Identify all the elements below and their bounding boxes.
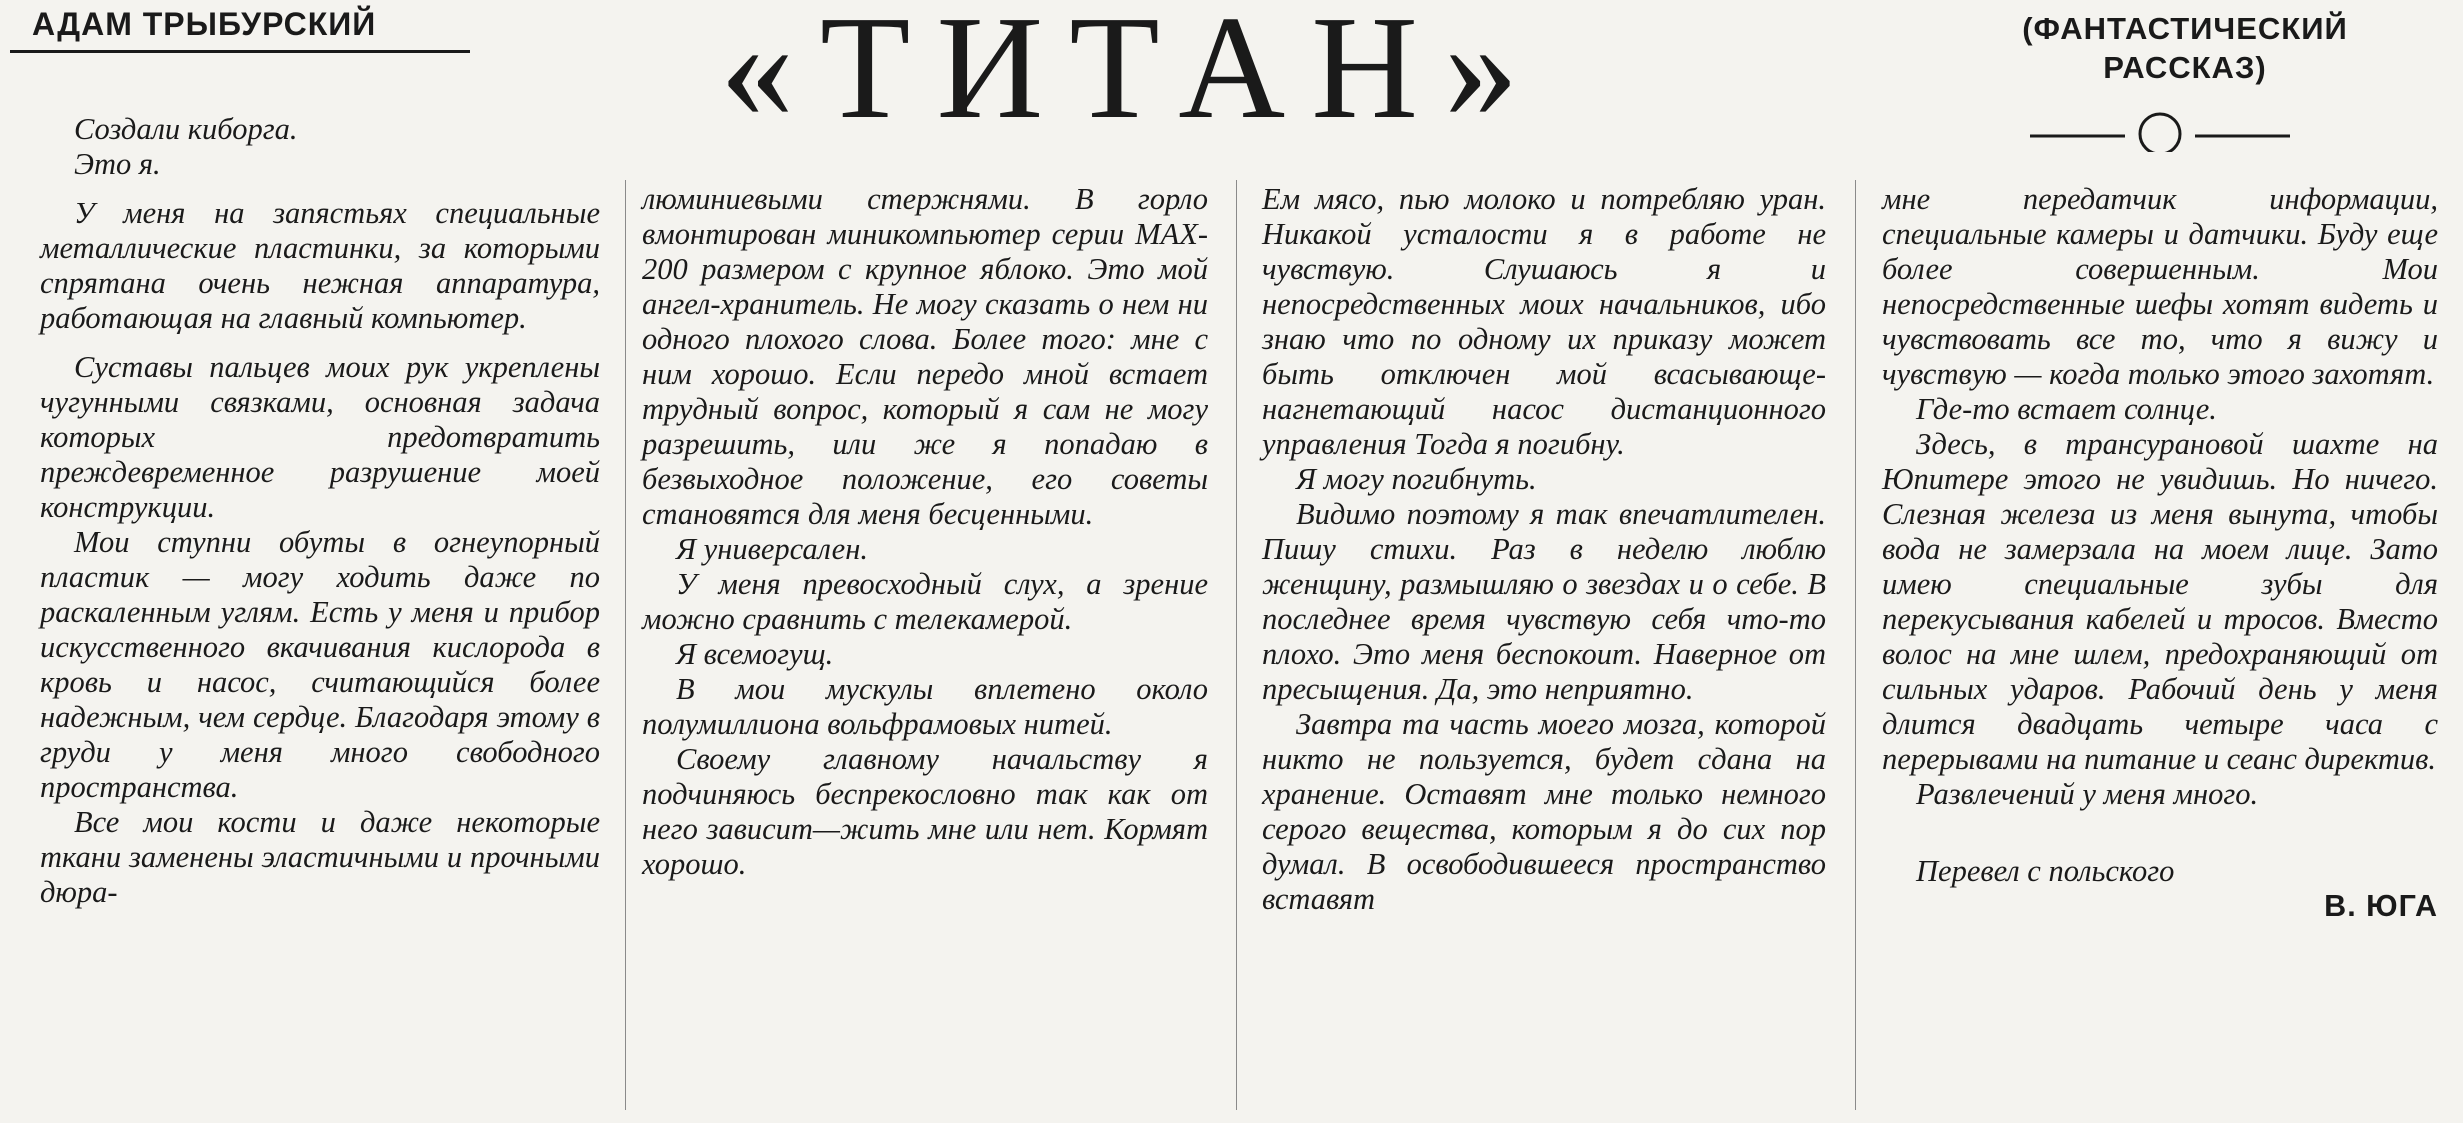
- paragraph: Где-то встает солнце.: [1916, 392, 2217, 426]
- paragraph: У меня превосходный слух, а зрение можно сравнить с телекамерой.: [642, 567, 1208, 636]
- text-column-2: [642, 182, 1208, 882]
- author-name: АДАМ ТРЫБУРСКИЙ: [32, 6, 377, 42]
- paragraph: люминиевыми стержнями. В горло вмонтирован миникомпьютер серии MAX-200 размером с крупное яблоко. Это мой ангел-хранитель. Не могу сказать о нем ни одного плохого слова. Более того: мне с ним хорошо. Если передо мной встает трудный вопрос, который я сам не могу разрешить, или же я попадаю в безвыходное положение, его советы становятся для меня бесценными.: [642, 182, 1208, 531]
- translator-name: В. ЮГА: [2324, 889, 2438, 923]
- line-circle-ornament-icon: [2030, 112, 2290, 152]
- paragraph: Все мои кости и даже некоторые ткани заменены эластичными и прочными дюра-: [40, 805, 600, 909]
- paragraph: Мои ступни обуты в огнеупорный пластик — могу ходить даже по раскаленным углям. Есть у меня и прибор искусственного вкачивания кислорода в кровь и насос, считающийся более надежным, чем сердце. Благодаря этому в груди у меня много свободного пространства.: [40, 525, 600, 804]
- author-underline: [10, 50, 470, 53]
- column-divider: [625, 180, 626, 1110]
- paragraph: Это я.: [74, 147, 161, 181]
- paragraph: Я универсален.: [676, 532, 868, 566]
- text-column-3: [1262, 182, 1826, 917]
- paragraph: Я могу погибнуть.: [1296, 462, 1537, 496]
- text-column-4: [1882, 182, 2438, 924]
- paragraph: Я всемогущ.: [676, 637, 834, 671]
- paragraph: В мои мускулы вплетено около полумиллиона вольфрамовых нитей.: [642, 672, 1208, 741]
- paragraph: Завтра та часть моего мозга, которой никто не пользуется, будет сдана на хранение. Оставят мне только немного серого вещества, которым я до сих пор думал. В освободившееся пространство вставят: [1262, 707, 1826, 916]
- genre-line-2: РАССКАЗ): [2103, 49, 2267, 85]
- paragraph: Своему главному начальству я подчиняюсь беспрекословно так как от него зависит—жить мне или нет. Кормят хорошо.: [642, 742, 1208, 881]
- translator-credit: Перевел с польского: [1916, 854, 2175, 888]
- text-column-1: [40, 112, 600, 910]
- column-divider: [1855, 180, 1856, 1110]
- paragraph: Суставы пальцев моих рук укреплены чугунными связками, основная задача которых предотвратить преждевременное разрушение моей конструкции.: [40, 350, 600, 524]
- paragraph: Здесь, в трансурановой шахте на Юпитере этого не увидишь. Но ничего. Слезная железа из меня вынута, чтобы вода не замерзала на моем лице. Зато имею специальные зубы для перекусывания кабелей и тросов. Вместо волос на мне шлем, предохраняющий от сильных ударов. Рабочий день у меня длится двадцать четыре часа с перерывами на питание и сеанс директив.: [1882, 427, 2438, 776]
- genre-line-1: (ФАНТАСТИЧЕСКИЙ: [2022, 11, 2348, 46]
- paragraph: Ем мясо, пью молоко и потребляю уран. Никакой усталости я в работе не чувствую. Слушаюсь я и непосредственных моих начальников, ибо знаю что по одному их приказу может быть отключен мой всасывающе-нагнетающий насос дистанционного управления Тогда я погибну.: [1262, 182, 1826, 461]
- genre-label: [1955, 10, 2415, 88]
- paragraph: Видимо поэтому я так впечатлителен. Пишу стихи. Раз в неделю люблю женщину, размышляю о звездах и о себе. В последнее время чувствую себя что-то плохо. Это меня беспокоит. Наверное от пресыщения. Да, это неприятно.: [1262, 497, 1826, 706]
- paragraph: У меня на запястьях специальные металлические пластинки, за которыми спрятана очень нежная аппаратура, работающая на главный компьютер.: [40, 196, 600, 335]
- paragraph: Развлечений у меня много.: [1916, 777, 2259, 811]
- paragraph: Создали киборга.: [74, 112, 298, 146]
- paragraph: мне передатчик информации, специальные камеры и датчики. Буду еще более совершенным. Мои непосредственные шефы хотят видеть и чувствовать все то, что я вижу и чувствую — когда только этого захотят.: [1882, 182, 2438, 391]
- story-title: «ТИТАН»: [720, 0, 1545, 150]
- column-divider: [1236, 180, 1237, 1110]
